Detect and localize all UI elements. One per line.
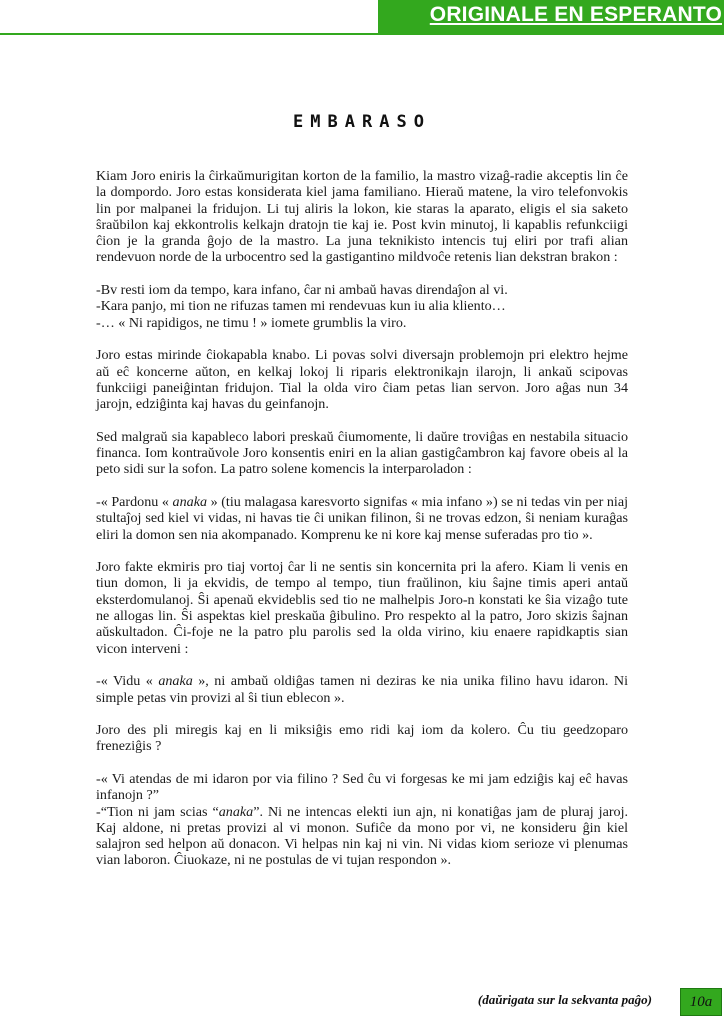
paragraph-p7: -« Pardonu « anaka » (tiu malagasa karesvorto signifas « mia infano ») se ni tedas vin per niaj stultaĵoj sed kiel vi vidas, ni havas tie ĉi unikan filinon, ŝi ne trovas edzon, ŝi neniam kuraĝas eliri la domon sen nia akompanado. Komprenu ke ni kore kaj mense suferadas pro tio ». xyxy=(96,493,628,543)
paragraph-p6: Sed malgraŭ sia kapableco labori preskaŭ ĉiumomente, li daŭre troviĝas en nestabila situacio financa. Iom kontraŭvole Joro konsentis eniri en la alian gastigĉambron kaj favore obeis al la peto sidi sur la sofon. La patro solene komencis la interparoladon : xyxy=(96,428,628,478)
paragraph-p5: Joro estas mirinde ĉiokapabla knabo. Li povas solvi diversajn problemojn pri elektro hejme aŭ eĉ koncerne aŭton, en kelkaj lokoj li riparis elektronikajn ilarojn, li ankaŭ scipovas funkciigi paneiĝintan fridujon. Tial la olda viro ĉiam petas lian servon. Joro aĝas nun 34 jarojn, edziĝinta kaj havas du geinfanojn. xyxy=(96,347,628,413)
header-bar xyxy=(0,0,724,38)
paragraph-p1: Kiam Joro eniris la ĉirkaŭmurigitan korton de la familio, la mastro vizaĝ-radie akceptis lin ĉe la dompordo. Joro estas konsiderata kiel jama familiano. Hieraŭ matene, la viro telefonvokis lin por malpanei la fridujon. Li tuj aliris la lokon, kie staras la aparato, eligis el sia saketo ŝraŭbilon kaj ekkontrolis kelkajn dratojn tie kaj ie. Post kvin minutoj, li kapablis refunkciigi ĉion je la granda ĝojo de la mastro. La juna teknikisto intencis tuj eliri por trafi alian rendevuon norde de la urbocentro sed la gastigantino mildvoĉe retenis lian dekstran brakon : xyxy=(96,168,628,266)
paragraph-p4: -… « Ni rapidigos, ne timu ! » iomete grumblis la viro. xyxy=(96,314,407,331)
article-title: EMBARASO xyxy=(293,112,431,132)
page-number: 10a xyxy=(680,988,722,1016)
paragraph-p2: -Bv resti iom da tempo, kara infano, ĉar ni ambaŭ havas direndaĵon al vi. xyxy=(96,282,508,299)
paragraph-p3: -Kara panjo, mi tion ne rifuzas tamen mi rendevuas kun iu alia kliento… xyxy=(96,298,506,315)
paragraph-p8: Joro fakte ekmiris pro tiaj vortoj ĉar li ne sentis sin koncernita pri la afero. Kiam li venis en tiun domon, li ja ekvidis, de tempo al tempo, tiun fraŭlinon, kiu ŝajne timis aperi antaŭ eksterdomulanoj. Ŝi apenaŭ ekvideblis sed tio ne malhelpis Joro-n konstati ke ŝia vizaĝo tute ne allogas lin. Ŝi aspektas kiel preskaŭa ĝibulino. Pro respekto al la patro, Joro skizis ŝajnan aŭskultadon. Ĉi-foje ne la patro plu parolis sed la olda virino, kiu enaere rapidkaptis sian vicon interveni : xyxy=(96,559,628,657)
paragraph-p10: Joro des pli miregis kaj en li miksiĝis emo ridi kaj iom da kolero. Ĉu tiu geedzoparo freneziĝis ? xyxy=(96,722,628,755)
paragraph-p9: -« Vidu « anaka », ni ambaŭ oldiĝas tamen ni deziras ke nia unika filino havu idaron. Ni simple petas vin provizi al ŝi tiun eblecon ». xyxy=(96,673,628,706)
continuation-note: (daŭrigata sur la sekvanta paĝo) xyxy=(477,992,652,1007)
section-title: ORIGINALE EN ESPERANTO xyxy=(429,3,722,26)
paragraph-p11: -« Vi atendas de mi idaron por via filino ? Sed ĉu vi forgesas ke mi jam edziĝis kaj eĉ havas infanojn ?” xyxy=(96,770,628,804)
paragraph-p12: -“Tion ni jam scias “anaka”. Ni ne intencas elekti iun ajn, ni konatiĝas jam de pluraj jaroj. Kaj aldone, ni pretas provizi al vi monon. Sufiĉe da mono por vi, ne konsideru ĝin kiel salajron sed helpon aŭ donacon. Vi helpas nin kaj ni vin. Ni vidas kiom serioze vi plenumas vian laboron. Ĉiuokaze, ni ne postulas de vi tujan respondon ». xyxy=(96,803,629,869)
article-body xyxy=(96,168,628,885)
